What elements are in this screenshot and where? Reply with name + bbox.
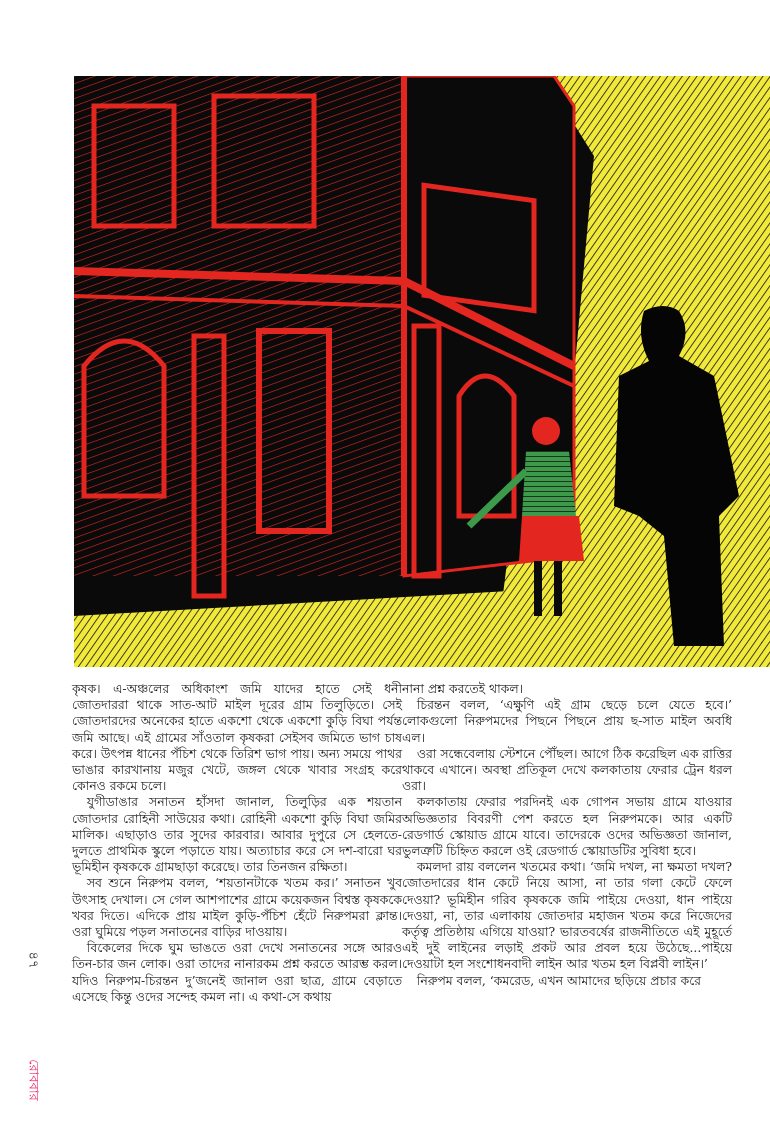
paragraph: নানা প্রশ্ন করতেই থাকল।: [402, 681, 523, 696]
paragraph: বিকেলের দিকে ঘুম ভাঙতে ওরা দেখে সনাতনের সঙ্গে আরও তিন-চার জন লোক। ওরা তাদের নানারকম প্রশ্ন করতে আরম্ভ করল। যদিও নিরুপম-চিরন্তন দু’জনেই জানাল ওরা ছাত্র, গ্রামে বেড়াতে এসেছে কিন্তু ওদের সন্দেহ কমল না। এ কথা-সে কথায়: [72, 940, 402, 1004]
paragraph: সব শুনে নিরুপম বলল, ‘শয়তানটাকে খতম কর।’ সনাতন খুব উৎসাহ দেখাল। সে গেল আশপাশের গ্রামে কয়েকজন বিশ্বস্ত কৃষককে খবর দিতে। এদিকে প্রায় মাইল কুড়ি-পঁচিশ হেঁটে নিরুপমরা ক্লান্ত। ওরা ঘুমিয়ে পড়ল সনাতনের বাড়ির দাওয়ায়।: [72, 875, 402, 940]
night-scene-illustration: [74, 76, 770, 667]
paragraph: কমলদা রায় বললেন খতমের কথা। ‘জমি দখল, না ক্ষমতা দখল? জোতদারের ধান কেটে নিয়ে আসা, না তার গলা কেটে ফেলে দেওয়া? ভূমিহীন গরিব কৃষককে জমি পাইয়ে দেওয়া, ধান পাইয়ে দেওয়া, না, তার এলাকায় জোতদার মহাজন খতম করে নিজেদের কর্তৃত্ব প্রতিষ্ঠায় এগিয়ে যাওয়া? ভারতবর্ষের রাজনীতিতে এই মুহূর্তে এই দুই লাইনের লড়াই প্রকট আর প্রবল হয়ে উঠেছে...পাইয়ে দেওয়াটা হল সংশোধনবাদী লাইন আর খতম হল বিপ্লবী লাইন।’: [402, 859, 732, 972]
paragraph: নিরুপম বলল, ‘কমরেড, এখন আমাদের ছড়িয়ে প্রচার করে: [416, 972, 701, 988]
article-column-right: [402, 681, 732, 989]
paragraph: চিরন্তন বলল, ‘এক্ষুণি এই গ্রাম ছেড়ে চলে যেতে হবে।’ লোকগুলো নিরুপমদের পিছনে পিছনে প্রায় ছ-সাত মাইল অবধি এল।: [402, 697, 732, 745]
paragraph: কৃষক। এ-অঞ্চলের অধিকাংশ জমি যাদের হাতে সেই ধনী জোতদাররা থাকে সাত-আট মাইল দূরের গ্রাম তিলুড়িতে। সেই জোতদারদের অনেকের হাতে একশো থেকে একশো কুড়ি বিঘা পর্যন্ত জমি আছে। এই গ্রামের সাঁওতাল কৃষকরা সেইসব জমিতে ভাগ চাষ করে। উৎপন্ন ধানের পঁচিশ থেকে তিরিশ ভাগ পায়। অন্য সময়ে পাথর ভাঙার কারখানায় মজুর খেটে, জঙ্গল থেকে খাবার সংগ্রহ করে কোনও রকমে চলে।: [72, 681, 402, 794]
article-column-left: [72, 681, 402, 1005]
house-facade-left: [74, 76, 404, 576]
paragraph: যুগীডাঙার সনাতন হাঁসদা জানাল, তিলুড়ির এক শয়তান জোতদার রোহিনী সাউয়ের কথা। রোহিনী একশো কুড়ি বিঘা জমির মালিক। এছাড়াও তার সুদের কারবার। আবার দুপুরে সে হেলতে-দুলতে প্রাথমিক স্কুলে পড়াতে যায়। অত্যাচার করে সে দশ-বারো ঘর ভূমিহীন কৃষককে গ্রামছাড়া করেছে। তার তিনজন রক্ষিতা।: [72, 794, 402, 875]
paragraph: ওরা সন্ধেবেলায় স্টেশনে পৌঁছল। আগে ঠিক করেছিল এক রাত্তির থাকবে এখানে। অবস্থা প্রতিকূল দেখে কলকাতায় ফেরার ট্রেন ধরল ওরা।: [402, 745, 732, 794]
page-number: ৪৭: [25, 951, 41, 969]
illustration: [74, 76, 770, 667]
magazine-name: রোববার: [25, 1059, 41, 1101]
paragraph: কলকাতায় ফেরার পরদিনই এক গোপন সভায় গ্রামে যাওয়ার অভিজ্ঞতার বিবরণী পেশ করতে হল নিরুপমকে। আর একটি রেডগার্ড স্কোয়াড গ্রামে যাবে। তাদেরকে ওদের অভিজ্ঞতা জানাল, ভুলত্রুটি চিহ্নিত করলে ওই রেডগার্ড স্কোয়াডটির সুবিধা হবে।: [402, 794, 732, 859]
folio-magazine: [22, 1040, 42, 1120]
